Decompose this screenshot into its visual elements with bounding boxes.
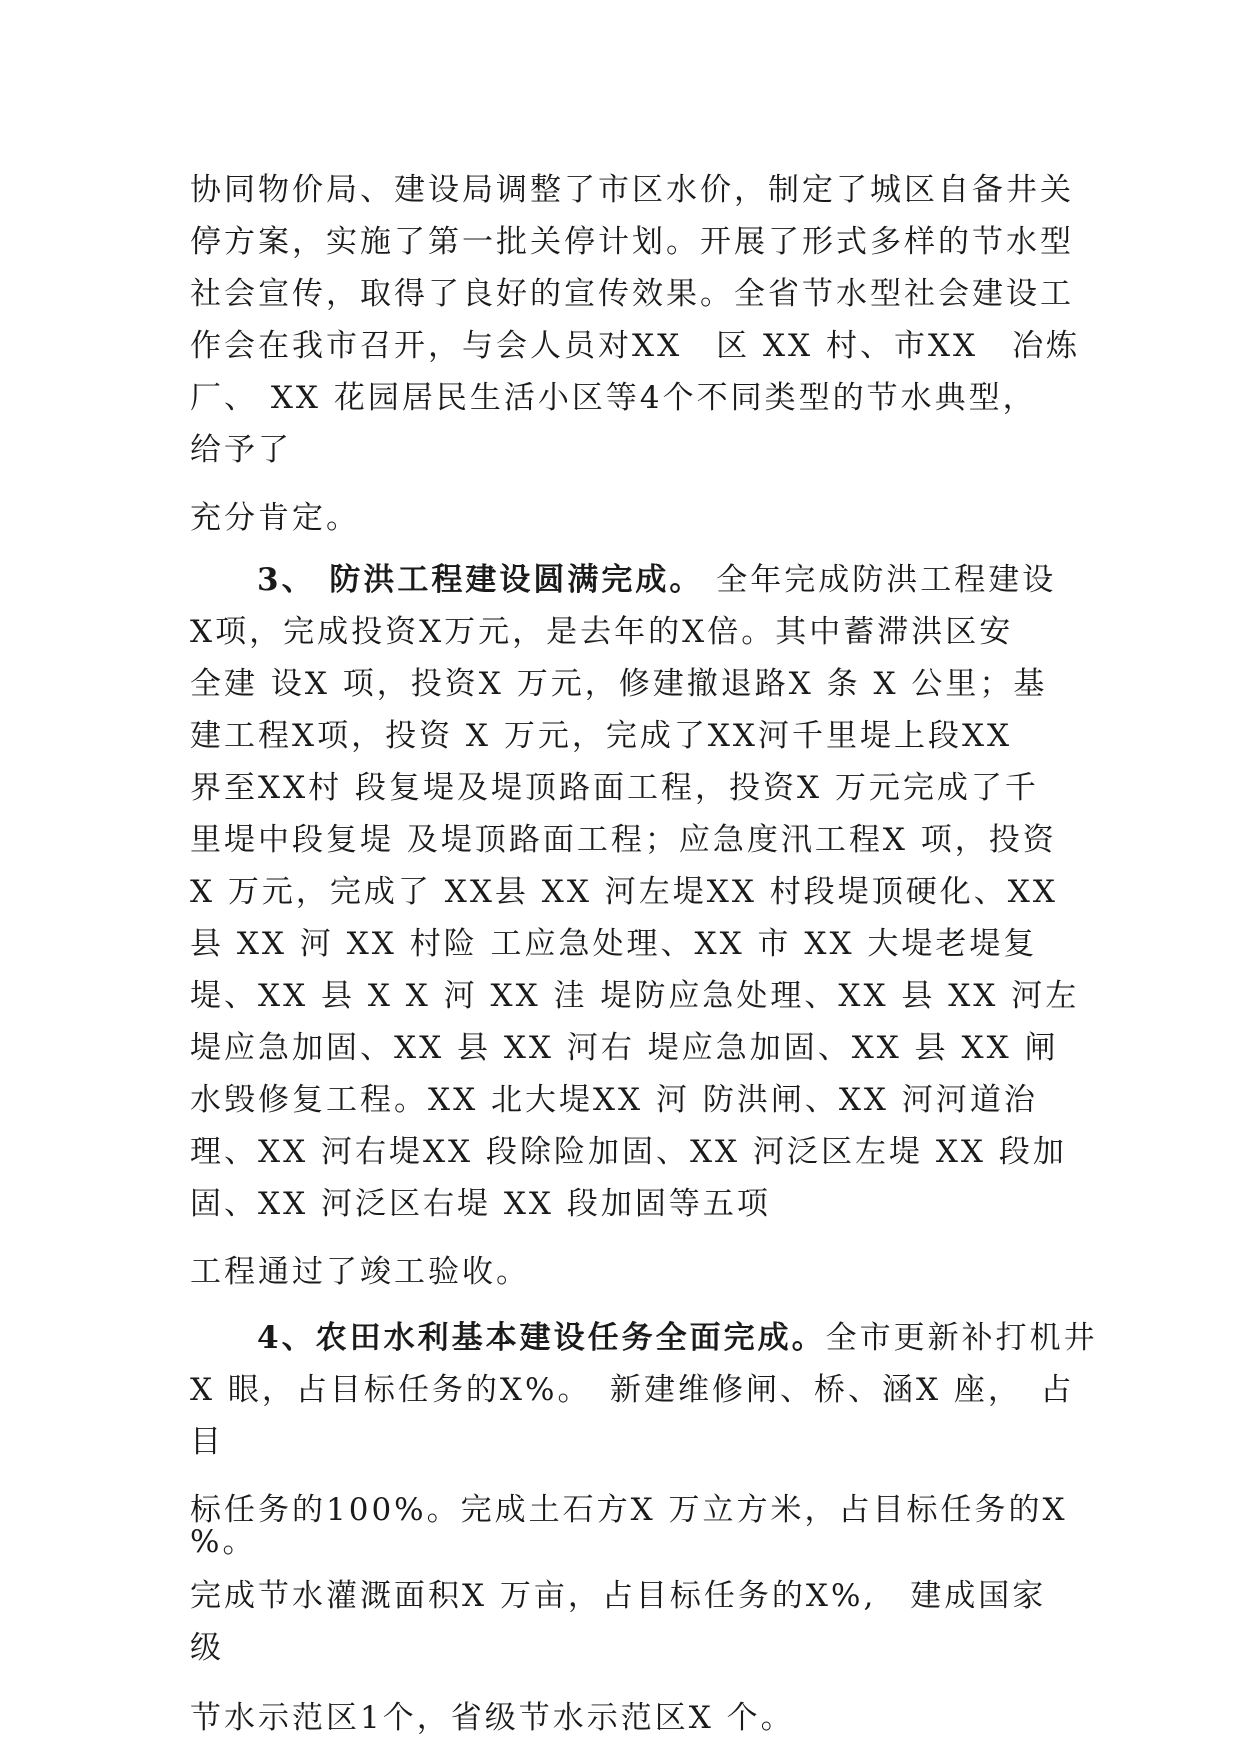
text-line: X 眼，占目标任务的X%。 新建维修闸、桥、涵X 座， 占 [190,1372,1075,1408]
text-line: 水毁修复工程。XX 北大堤XX 河 防洪闸、XX 河河道治 [190,1082,1038,1118]
text-line: 堤、XX 县 X X 河 XX 洼 堤防应急处理、XX 县 XX 河左 [190,978,1080,1014]
section-heading: 3、 防洪工程建设圆满完成。 [257,562,704,598]
text-line: X 万元，完成了 XX县 XX 河左堤XX 村段堤顶硬化、XX [190,874,1058,910]
text-line: 工程通过了竣工验收。 [190,1254,530,1290]
section-heading-line [257,560,1137,600]
text-line: 停方案，实施了第一批关停计划。开展了形式多样的节水型 [190,224,1074,260]
text-line: 社会宣传，取得了良好的宣传效果。全省节水型社会建设工 [190,276,1074,312]
text-line: 厂、 XX 花园居民生活小区等4个不同类型的节水典型， [190,380,1037,416]
text-line: %。 [190,1524,257,1560]
text-line: 充分肯定。 [190,500,360,536]
text-line: 全建 设X 项，投资X 万元，修建撤退路X 条 X 公里；基 [190,666,1048,702]
section-heading-line [257,1318,1137,1358]
text-line: 理、XX 河右堤XX 段除险加固、XX 河泛区左堤 XX 段加 [190,1134,1067,1170]
text-line: 固、XX 河泛区右堤 XX 段加固等五项 [190,1186,771,1222]
section-heading: 4、农田水利基本建设任务全面完成。 [257,1320,826,1356]
text-line: 里堤中段复堤 及堤顶路面工程；应急度汛工程X 项，投资 [190,822,1057,858]
text-line: 协同物价局、建设局调整了市区水价，制定了城区自备井关 [190,172,1074,208]
text-line: 给予了 [190,432,292,468]
text-line: X项，完成投资X万元，是去年的X倍。其中蓄滞洪区安 [190,614,1014,650]
text-run: 全市更新补打机井 [825,1320,1098,1356]
text-run: 全年完成防洪工程建设 [703,562,1057,598]
text-line: 完成节水灌溉面积X 万亩，占目标任务的X%, 建成国家 [190,1578,1047,1614]
text-line: 县 XX 河 XX 村险 工应急处理、XX 市 XX 大堤老堤复 [190,926,1038,962]
text-line: 堤应急加固、XX 县 XX 河右 堤应急加固、XX 县 XX 闸 [190,1030,1059,1066]
text-line: 级 [190,1630,224,1666]
text-line: 目 [190,1424,224,1460]
text-line: 界至XX村 段复堤及堤顶路面工程，投资X 万元完成了千 [190,770,1039,806]
text-line: 作会在我市召开，与会人员对XX 区 XX 村、市XX 冶炼 [190,328,1081,364]
text-line: 标任务的100%。完成土石方X 万立方米，占目标任务的X [190,1492,1068,1528]
text-line: 节水示范区1个，省级节水示范区X 个。 [190,1700,795,1736]
text-line: 建工程X项，投资 X 万元，完成了XX河千里堤上段XX [190,718,1013,754]
